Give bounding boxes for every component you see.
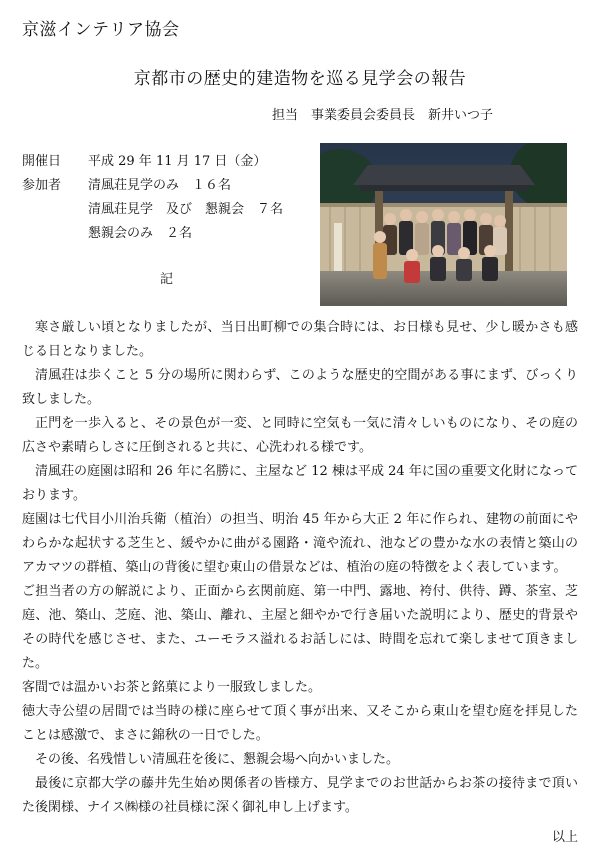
body-paragraph: 正門を一歩入ると、その景色が一変、と同時に空気も一気に清々しいものになり、その庭の広さや素晴らしさに圧倒されると共に、心洗われる様です。 [22,416,578,455]
body-paragraph: 最後に京都大学の藤井先生始め関係者の皆様方、見学までのお世話からお茶の接待まで頂いた後閑様、ナイス㈱様の社員様に深く御礼申し上げます。 [22,776,578,815]
body-paragraph: ご担当者の方の解説により、正面から玄関前庭、第一中門、露地、袴付、供待、蹲、茶室、芝庭、池、築山、芝庭、池、築山、離れ、主屋と細やかで行き届いた説明により、歴史的背景やその時代を感じさせ、また、ユーモラス溢れるお話しには、時間を忘れて楽しませて頂きました。 [22,584,578,671]
ki-mark: 記 [160,272,174,287]
participants-row [22,222,283,246]
body-paragraph: 庭園は七代目小川治兵衛（植治）の担当、明治 45 年から大正 2 年に作られ、建物の前面にやわらかな起状する芝生と、緩やかに曲がる園路・滝や流れ、池などの豊かな水の表情と築山のアカマツの群植、築山の背後に望む東山の借景などは、植治の庭の特徴をよく表しています。 [22,512,578,575]
participants-row [22,174,283,198]
report-body [22,316,578,820]
participant-line: 清風荘見学 及び 懇親会 ７名 [88,202,284,217]
body-paragraph: 清風荘の庭園は昭和 26 年に名勝に、主屋など 12 棟は平成 24 年に国の重要文化財になっております。 [22,464,578,503]
body-paragraph: 徳大寺公望の居間では当時の様に座らせて頂く事が出来、又そこから東山を望む庭を拝見したことは感激で、まさに錦秋の一日でした。 [22,704,578,743]
date-value: 平成 29 年 11 月 17 日（金） [88,154,267,169]
group-photo-icon [320,143,567,306]
participant-line: 懇親会のみ ２名 [88,226,193,241]
report-title: 京都市の歴史的建造物を巡る見学会の報告 [133,69,467,89]
event-info [22,150,283,246]
body-paragraph: その後、名残惜しい清風荘を後に、懇親会場へ向かいました。 [35,752,400,767]
date-label: 開催日 [22,154,62,169]
body-paragraph: 寒さ厳しい頃となりましたが、当日出町柳での集合時には、お日様も見せ、少し暖かさも感じる日となりました。 [22,320,578,359]
organization-name: 京滋インテリア協会 [22,20,180,40]
participants-label: 参加者 [22,178,62,193]
closing-mark: 以上 [551,830,578,845]
participants-row [22,198,283,222]
author-line: 担当 事業委員会委員長 新井いつ子 [272,108,494,123]
participant-line: 清風荘見学のみ １６名 [88,178,232,193]
body-paragraph: 清風荘は歩くこと 5 分の場所に関わらず、このような歴史的空間がある事にまず、びっくり致しました。 [22,368,578,407]
body-paragraph: 客間では温かいお茶と銘菓により一服致しました。 [22,680,322,695]
date-row [22,150,283,174]
